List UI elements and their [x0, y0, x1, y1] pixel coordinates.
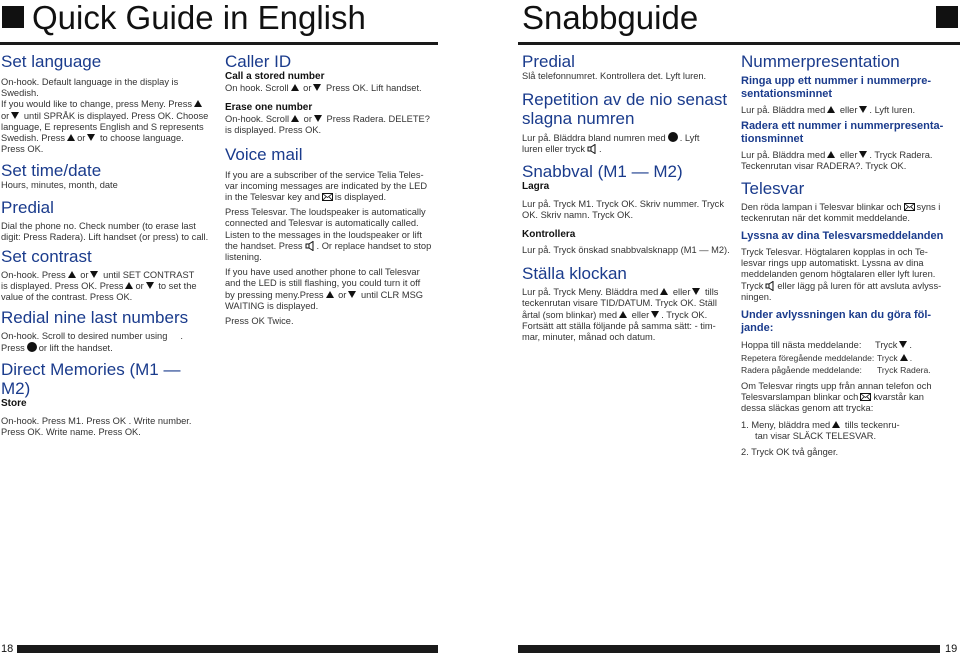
text-line: Press OK Twice. [225, 316, 294, 327]
erase-number-sv-line1: Radera ett nummer i nummerpresenta- [741, 120, 944, 133]
text-line: and the LED is still flashing, you could turn it off [225, 278, 421, 289]
corner-square-left [2, 6, 24, 28]
text-line: On-hook. Scroll or Press Radera. DELETE? [225, 114, 430, 125]
text-line: Fortsätt att ställa följande på samma sätt: - tim- [522, 320, 716, 331]
text-line: luren eller tryck . [522, 144, 602, 155]
text-line: Press OK. Write name. Press OK. [1, 427, 141, 438]
corner-square-right [936, 6, 958, 28]
text-line: Press OK. [1, 144, 44, 155]
repetition-heading-line2: slagna numren [522, 109, 635, 129]
up-arrow-icon [194, 100, 202, 107]
text-line: digit: Press Radera). Lift handset (or press) to call. [1, 231, 209, 242]
text-line: Swedish. Press or to choose language. [1, 133, 184, 144]
text-line: teckenrutan när det kommit meddelande. [741, 212, 910, 223]
text-line: tan visar SLÄCK TELESVAR. [755, 431, 877, 442]
text-line: Tryck eller lägg på luren för att avsluta avlyss- [741, 280, 942, 291]
text-line: årtal (som blinkar) med eller . Tryck OK. [522, 309, 708, 320]
down-arrow-icon [651, 311, 659, 318]
text-line: mar, minuter, månad och datum. [522, 332, 656, 343]
text-line: OK. Skriv namn. Tryck OK. [522, 209, 634, 220]
direct-memories-heading: Direct Memories (M1 — M2) [1, 360, 181, 399]
up-arrow-icon [125, 282, 133, 289]
text-line: value of the contrast. Press OK. [1, 292, 133, 303]
text-line: dessa släckas genom att trycka: [741, 402, 874, 413]
text-line: Press Telesvar. The loudspeaker is automatically [225, 207, 426, 218]
text-line: Om Telesvar ringts upp från annan telefon och [741, 380, 932, 391]
text-line: lesvar rings upp automatiskt. Lyssna av dina [741, 258, 924, 269]
speaker-icon [305, 241, 315, 251]
round-key-icon [668, 132, 678, 142]
set-language-heading: Set language [1, 52, 102, 71]
text-line: Hours, minutes, month, date [1, 180, 118, 191]
voice-mail-heading: Voice mail [225, 144, 303, 164]
speed-dial-heading: Snabbval (M1 — M2) [522, 161, 683, 181]
text-line: Lur på. Bläddra med eller . Lyft luren. [741, 105, 916, 115]
down-arrow-icon [899, 341, 907, 348]
text-line: by pressing meny.Press or until CLR MSG [225, 289, 423, 300]
text-line: connected and Telesvar is automatically called. [225, 218, 419, 229]
round-key-icon [27, 342, 37, 352]
call-number-subheading-line2: sentationsminnet [741, 88, 833, 100]
down-arrow-icon [314, 115, 322, 122]
down-arrow-icon [348, 291, 356, 298]
up-arrow-icon [68, 271, 76, 278]
text-line: If you are a subscriber of the service Telia Teles- [225, 169, 424, 180]
text-line: On hook. Scroll or Press OK. Lift handset. [225, 83, 422, 93]
text-line: Tryck Telesvar. Högtalaren kopplas in och Te- [741, 247, 928, 258]
text-line: Teckenrutan visar RADERA?. Tryck OK. [741, 161, 907, 172]
text-line: On-hook. Default language in the display is Swedish. [1, 77, 179, 99]
text-line: is displayed. Press OK. Press or to set the [1, 281, 197, 292]
during-listening-heading-line2: jande: [741, 322, 774, 335]
text-line: teckenrutan visare TID/DATUM. Tryck OK. Ställ [522, 298, 717, 309]
envelope-icon [322, 193, 333, 201]
up-arrow-icon [827, 151, 835, 158]
column-swedish-1 [522, 52, 732, 343]
call-number-subheading-line1: Ringa upp ett nummer i nummerpre- [741, 75, 932, 87]
envelope-icon [860, 393, 871, 401]
up-arrow-icon [291, 84, 299, 91]
call-stored-subheading: Call a stored number [225, 71, 325, 82]
down-arrow-icon [859, 151, 867, 158]
up-arrow-icon [832, 421, 840, 428]
page-title-left: Quick Guide in English [32, 0, 366, 36]
down-arrow-icon [692, 288, 700, 295]
text-line: in the Telesvar key and is displayed. [225, 192, 387, 203]
telesvar-heading: Telesvar [741, 178, 805, 198]
column-english-1 [1, 52, 211, 438]
text-line: If you have used another phone to call Telesvar [225, 267, 420, 278]
down-arrow-icon [859, 106, 867, 113]
speaker-icon [587, 144, 597, 154]
listen-messages-heading: Lyssna av dina Telesvarsmeddelanden [741, 230, 944, 243]
header-rule-left [0, 42, 438, 45]
during-listening-heading-line1: Under avlyssningen kan du göra föl- [741, 309, 932, 322]
text-line: ningen. [741, 291, 772, 302]
text-line: or until SPRÅK is displayed. Press OK. Choose [1, 110, 209, 121]
footer-rule-right [518, 645, 940, 653]
text-line: Press or lift the handset. [1, 342, 113, 353]
page-number-left: 18 [1, 643, 14, 655]
down-arrow-icon [313, 84, 321, 91]
redial-heading: Redial nine last numbers [1, 307, 189, 327]
text-line: 1. Meny, bläddra med tills teckenru- [741, 420, 900, 431]
text-line: var incoming messages are indicated by the LED [225, 180, 428, 191]
set-time-heading: Set time/date [1, 161, 102, 181]
text-line: WAITING is displayed. [225, 300, 319, 311]
text-line: meddelanden genom högtalaren eller lyft luren. [741, 269, 936, 280]
erase-number-subheading: Erase one number [225, 102, 313, 114]
page-title-right: Snabbguide [522, 0, 699, 36]
footer-rule-left [17, 645, 438, 653]
text-line: Radera pågående meddelande: Tryck Radera. [741, 365, 931, 376]
repetition-heading-line1: Repetition av de nio senast [522, 90, 728, 110]
text-line: If you would like to change, press Meny. Press [1, 99, 211, 110]
set-clock-heading: Ställa klockan [522, 264, 627, 284]
text-line: Lur på. Bläddra med eller . Tryck Radera. [741, 150, 933, 161]
up-arrow-icon [67, 134, 75, 141]
down-arrow-icon [87, 134, 95, 141]
store-sv-subheading: Lagra [522, 180, 550, 192]
number-presentation-heading: Nummerpresentation [741, 52, 900, 71]
text-line: Dial the phone no. Check number (to erase last [1, 220, 196, 231]
text-line: On-hook. Scroll to desired number using . [1, 330, 183, 341]
text-line: On-hook. Press or until SET CONTRAST [1, 270, 195, 281]
caller-id-heading: Caller ID [225, 52, 292, 71]
down-arrow-icon [11, 112, 19, 119]
text-line: Slå telefonnumret. Kontrollera det. Lyft luren. [522, 71, 707, 81]
erase-number-sv-line2: tionsminnet [741, 133, 804, 146]
text-line: 2. Tryck OK två gånger. [741, 446, 839, 457]
check-subheading: Kontrollera [522, 229, 576, 241]
text-line: Lur på. Tryck Meny. Bläddra med eller tills [522, 287, 719, 298]
text-line: Telesvarslampan blinkar och kvarstår kan [741, 391, 924, 402]
text-line: Lur på. Tryck M1. Tryck OK. Skriv nummer. Tryck [522, 198, 724, 209]
predial-sv-heading: Predial [522, 52, 575, 71]
column-swedish-2 [741, 52, 956, 458]
column-english-2 [225, 52, 445, 327]
store-subheading: Store [1, 398, 27, 410]
text-line: listening. [225, 252, 262, 263]
down-arrow-icon [90, 271, 98, 278]
text-line: Repetera föregående meddelande: Tryck . [741, 352, 913, 363]
text-line: language, E represents English and S represents [1, 121, 204, 132]
speaker-icon [765, 281, 775, 291]
page-number-right: 19 [945, 643, 958, 655]
text-line: On-hook. Press M1. Press OK . Write number. [1, 416, 192, 427]
text-line: is displayed. Press OK. [225, 125, 322, 136]
up-arrow-icon [660, 288, 668, 295]
up-arrow-icon [291, 115, 299, 122]
text-line: Listen to the messages in the loudspeaker or lift [225, 229, 422, 240]
envelope-icon [904, 203, 915, 211]
predial-heading: Predial [1, 197, 54, 217]
down-arrow-icon [146, 282, 154, 289]
up-arrow-icon [827, 106, 835, 113]
text-line: Hoppa till nästa meddelande: Tryck . [741, 340, 912, 351]
text-line: Lur på. Bläddra bland numren med . Lyft [522, 133, 700, 144]
text-line: Den röda lampan i Telesvar blinkar och syns i [741, 201, 941, 212]
up-arrow-icon [619, 311, 627, 318]
header-rule-right [518, 42, 960, 45]
up-arrow-icon [326, 291, 334, 298]
text-line: Lur på. Tryck önskad snabbvalsknapp (M1 — M2). [522, 245, 730, 256]
set-contrast-heading: Set contrast [1, 247, 92, 267]
up-arrow-icon [900, 354, 908, 361]
text-line: the handset. Press . Or replace handset to stop [225, 240, 432, 251]
